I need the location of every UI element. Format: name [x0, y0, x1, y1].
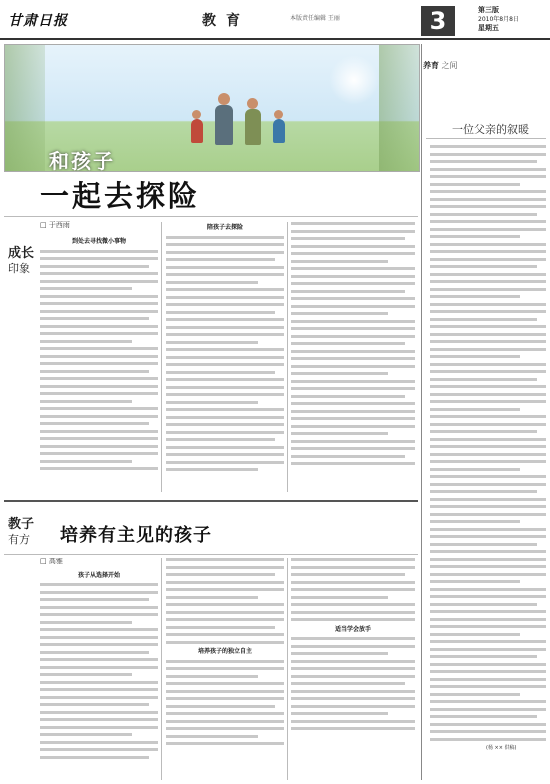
subhead: 到处去寻找微小事物	[71, 238, 126, 245]
sidebar-title: 一位父亲的叙暖	[452, 123, 529, 136]
feature1-headline: 一起去探险	[40, 179, 201, 213]
feature2-headline: 培养有主见的孩子	[60, 525, 212, 546]
figure-mother-head	[247, 98, 258, 109]
photo-caption: 和孩子	[49, 149, 115, 172]
feature2-author: □ 高雅	[40, 558, 63, 565]
figure-child1	[191, 119, 203, 143]
feature1-column-1	[40, 236, 158, 492]
newspaper-logo: 甘肃日报	[8, 13, 68, 29]
masthead	[0, 0, 550, 38]
figure-father-head	[218, 93, 230, 105]
column-rule	[287, 558, 288, 780]
column-name: 养育	[423, 61, 439, 70]
sidebar-column-head	[423, 60, 458, 71]
figure-child1-head	[192, 110, 201, 119]
divider	[4, 216, 418, 217]
tag-line2: 有方	[8, 533, 30, 546]
tag-line1: 成长	[8, 246, 35, 261]
figure-child2	[273, 119, 285, 143]
column-rule	[287, 222, 288, 492]
edition-date: 2010年8月8日	[478, 16, 519, 23]
subhead: 适当学会放手	[334, 625, 371, 633]
subhead: 孩子从选择开始	[77, 571, 120, 579]
feature2-section-tag	[8, 517, 34, 547]
tree-right	[379, 45, 419, 171]
sidebar-column	[430, 145, 546, 743]
feature2-column-1	[40, 558, 158, 780]
sun-glow	[329, 55, 379, 105]
page-number: 3	[421, 6, 455, 36]
section-divider	[4, 500, 418, 502]
feature1-column-2	[166, 222, 284, 492]
feature2-column-3	[291, 558, 415, 780]
tree-left	[5, 45, 45, 171]
feature1-author: □ 于西雨	[40, 221, 70, 229]
feature1-section-tag	[8, 246, 34, 276]
figure-mother	[245, 109, 261, 145]
sidebar-signature: (杨 ×× 供稿)	[486, 745, 517, 751]
figure-father	[215, 105, 233, 145]
subhead: 陪孩子去探险	[206, 224, 243, 231]
masthead-rule	[0, 38, 550, 40]
edition-info	[478, 6, 519, 33]
feature2-column-2	[166, 558, 284, 780]
column-sub: 之间	[441, 61, 458, 70]
section-title: 教育	[202, 13, 250, 29]
edition-weekday: 星期五	[478, 24, 499, 32]
figure-child2-head	[274, 110, 283, 119]
feature1-column-3	[291, 222, 415, 492]
sidebar-rule	[421, 44, 422, 780]
tag-line2: 印象	[8, 262, 30, 275]
edition-label: 第三版	[478, 6, 499, 14]
column-rule	[161, 222, 162, 492]
divider	[426, 138, 546, 139]
column-rule	[161, 558, 162, 780]
hero-photo	[4, 44, 420, 172]
staff-credit: 本版责任编辑 王丽	[290, 15, 340, 22]
divider	[4, 554, 418, 555]
subhead: 培养孩子的独立自主	[197, 648, 252, 655]
tag-line1: 教子	[8, 517, 35, 532]
